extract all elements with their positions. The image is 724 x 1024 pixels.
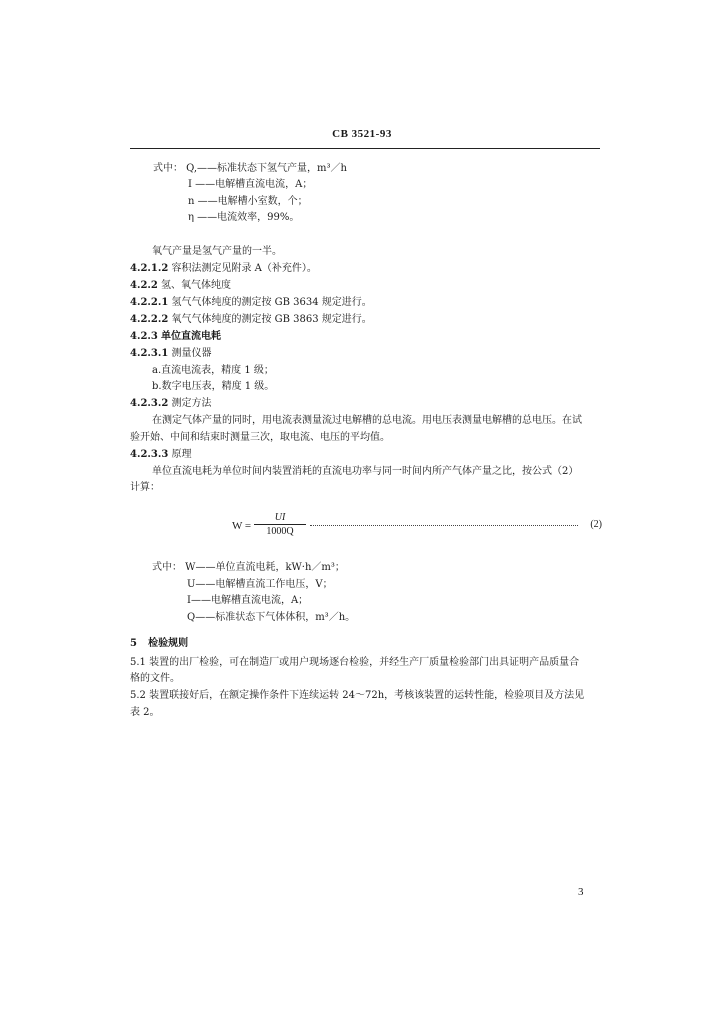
- section-text: 氧气气体纯度的测定按 GB 3863 规定进行。: [171, 314, 372, 325]
- where2-line-2: U——电解槽直流工作电压，V；: [187, 579, 333, 590]
- method-line-1: 在测定气体产量的同时，用电流表测量流过电解槽的总电流。用电压表测量电解槽的总电压。在试: [152, 415, 582, 426]
- formula-denominator: 1000Q: [266, 526, 294, 537]
- standard-code-header: CB 3521-93: [332, 128, 392, 140]
- section-text: 氢气气体纯度的测定按 GB 3634 规定进行。: [171, 297, 372, 308]
- section-number: 4.2.3: [130, 331, 158, 342]
- section-4-2-2-2: [130, 313, 372, 326]
- section-number: 4.2.1.2: [130, 263, 169, 274]
- section-number: 4.2.3.2: [130, 398, 169, 409]
- section-5-2-line-2: 表 2。: [130, 707, 160, 718]
- section-number: 4.2.3.1: [130, 348, 169, 359]
- section-text: 氢、氧气体纯度: [161, 280, 232, 291]
- section-4-2-3: [130, 330, 221, 343]
- formula-2: [232, 512, 602, 542]
- section-5-1-line-1: 5.1 装置的出厂检验，可在制造厂或用户现场逐台检验，并经生产厂质量检验部门出具证明产品质量合: [130, 657, 580, 668]
- section-text: 测量仪器: [171, 348, 212, 359]
- formula-numerator: UI: [254, 512, 306, 525]
- section-text: 容积法测定见附录 A（补充件）。: [171, 263, 317, 274]
- section-4-2-3-2: [130, 397, 211, 410]
- principle-line-1: 单位直流电耗为单位时间内装置消耗的直流电功率与同一时间内所产气体产量之比，按公式（2）: [152, 466, 579, 477]
- section-4-2-2: [130, 279, 231, 292]
- oxygen-paragraph: 氧气产量是氢气产量的一半。: [152, 246, 282, 257]
- section-4-2-2-1: [130, 296, 372, 309]
- where2-line-4: Q——标准状态下气体体积，m³／h。: [187, 612, 356, 623]
- page-number: 3: [578, 886, 584, 898]
- section-4-2-1-2: [130, 262, 317, 275]
- section-4-2-3-3: [130, 448, 191, 461]
- section-text: 测定方法: [171, 398, 212, 409]
- section-4-2-3-1: [130, 347, 211, 360]
- section-5-heading: [130, 637, 188, 650]
- where2-line-1: 式中： W——单位直流电耗，kW·h／m³；: [152, 562, 345, 573]
- instrument-item-a: a.直流电流表，精度 1 级；: [152, 365, 274, 376]
- where-line-4: η ——电流效率，99%。: [188, 212, 300, 223]
- section-number: 4.2.2.1: [130, 297, 169, 308]
- section-number: 5: [130, 638, 137, 649]
- formula-leader-dots: [310, 525, 578, 526]
- method-line-2: 验开始、中间和结束时测量三次，取电流、电压的平均值。: [130, 432, 390, 443]
- where-line-2: I ——电解槽直流电流，A；: [188, 179, 313, 190]
- where-line-1: 式中： Q,——标准状态下氢气产量，m³／h: [153, 163, 347, 174]
- section-text: 检验规则: [148, 638, 189, 649]
- principle-line-2: 计算：: [130, 482, 160, 493]
- formula-fraction: [254, 512, 306, 537]
- formula-lhs: W =: [232, 520, 252, 532]
- section-5-1-line-2: 格的文件。: [130, 673, 180, 684]
- section-number: 4.2.2: [130, 280, 158, 291]
- formula-number: (2): [590, 519, 602, 530]
- section-text: 原理: [171, 449, 192, 460]
- section-text: 单位直流电耗: [161, 331, 222, 342]
- where-line-3: n ——电解槽小室数，个；: [188, 196, 308, 207]
- header-rule: [130, 148, 600, 149]
- where2-line-3: I——电解槽直流电流，A；: [187, 595, 309, 606]
- instrument-item-b: b.数字电压表，精度 1 级。: [152, 381, 275, 392]
- section-number: 4.2.3.3: [130, 449, 169, 460]
- section-number: 4.2.2.2: [130, 314, 169, 325]
- section-5-2-line-1: 5.2 装置联接好后，在额定操作条件下连续运转 24～72h，考核该装置的运转性能，检验项目及方法见: [130, 690, 585, 701]
